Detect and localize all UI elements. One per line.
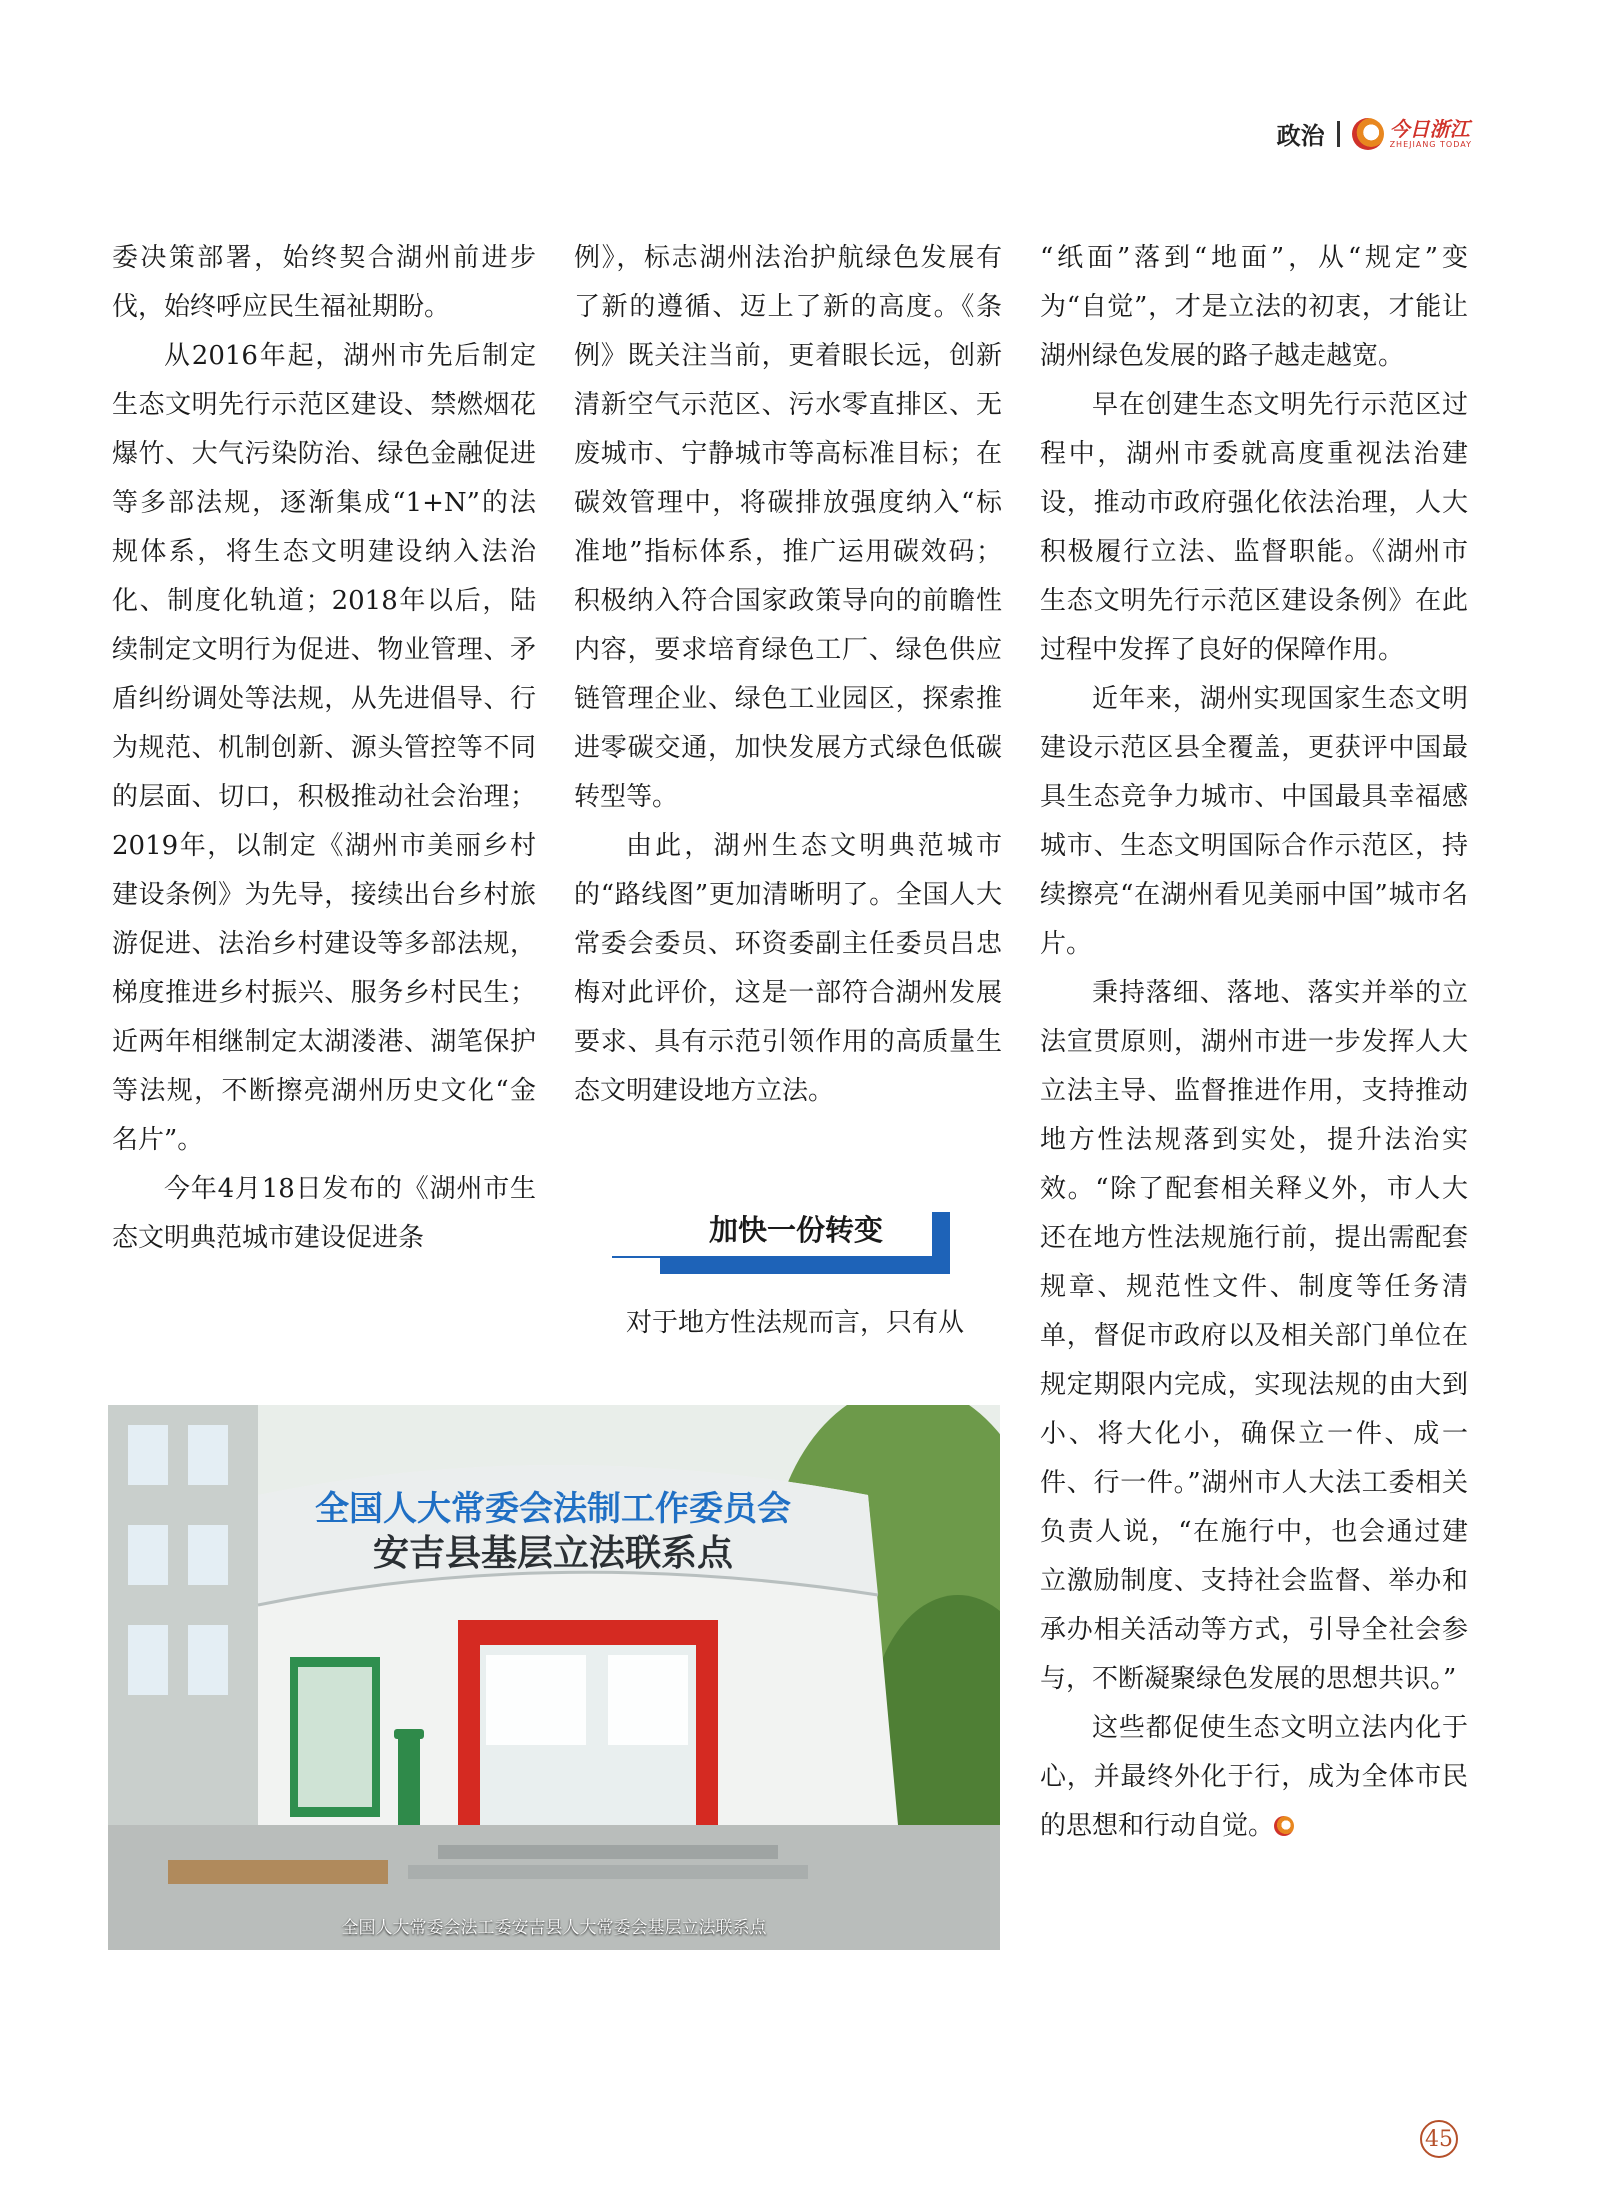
paragraph: “纸面”落到“地面”，从“规定”变为“自觉”，才是立法的初衷，才能让湖州绿色发展的路子越走越宽。 [1040,243,1468,371]
paragraph: 对于地方性法规而言，只有从 [626,1308,965,1338]
section-subheading [612,1200,950,1274]
paragraph: 例》，标志湖州法治护航绿色发展有了新的遵循、迈上了新的高度。《条例》既关注当前，更着眼长远，创新清新空气示范区、污水零直排区、无废城市、宁静城市等高标准目标；在碳效管理中，将碳排放强度纳入“标准地”指标体系，推广运用碳效码；积极纳入符合国家政策导向的前瞻性内容，要求培育绿色工厂、绿色供应链管理企业、绿色工业园区，探索推进零碳交通，加快发展方式绿色低碳转型等。 [574,243,1002,812]
subheading-rule [612,1256,662,1258]
paragraph: 近年来，湖州实现国家生态文明建设示范区县全覆盖，更获评中国最具生态竞争力城市、中国最具幸福感城市、生态文明国际合作示范区，持续擦亮“在湖州看见美丽中国”城市名片。 [1040,684,1468,959]
photo-caption: 全国人大常委会法工委安吉县人大常委会基层立法联系点 [341,1918,767,1938]
section-label: 政治 [1276,122,1325,150]
subheading-bar [660,1256,950,1274]
article-photo [108,1405,1000,1950]
text-column-2-continued [574,1299,1002,1348]
paragraph: 秉持落细、落地、落实并举的立法宣贯原则，湖州市进一步发挥人大立法主导、监督推进作用，支持推动地方性法规落到实处，提升法治实效。“除了配套相关释义外，市人大还在地方性法规施行前，提出需配套规章、规范性文件、制度等任务清单，督促市政府以及相关部门单位在规定期限内完成，实现法规的由大到小、将大化小，确保立一件、成一件、行一件。”湖州市人大法工委相关负责人说，“在施行中，也会通过建立激励制度、支持社会监督、举办和承办相关活动等方式，引导全社会参与，不断凝聚绿色发展的思想共识。” [1040,978,1468,1694]
logo-title: 今日浙江 [1389,116,1470,141]
text-column-3 [1040,234,1468,1851]
text-column-2 [574,234,1002,1116]
text-column-1 [112,234,536,1263]
paragraph: 由此，湖州生态文明典范城市的“路线图”更加清晰明了。全国人大常委会委员、环资委副主任委员吕忠梅对此评价，这是一部符合湖州发展要求、具有示范引领作用的高质量生态文明建设地方立法。 [574,831,1002,1106]
building-sign-line-2: 安吉县基层立法联系点 [372,1532,734,1574]
paragraph: 早在创建生态文明先行示范区过程中，湖州市委就高度重视法治建设，推动市政府强化依法治理，人大积极履行立法、监督职能。《湖州市生态文明先行示范区建设条例》在此过程中发挥了良好的保障作用。 [1040,390,1468,665]
subheading-bar-side [930,1212,950,1274]
page-number: 45 [1420,2120,1458,2158]
header-divider [1337,121,1340,147]
paragraph: 委决策部署，始终契合湖州前进步伐，始终呼应民生福祉期盼。 [112,243,536,322]
paragraph: 从2016年起，湖州市先后制定生态文明先行示范区建设、禁燃烟花爆竹、大气污染防治、绿色金融促进等多部法规，逐渐集成“1+N”的法规体系，将生态文明建设纳入法治化、制度化轨道；2018年以后，陆续制定文明行为促进、物业管理、矛盾纠纷调处等法规，从先进倡导、行为规范、机制创新、源头管控等不同的层面、切口，积极推动社会治理；2019年，以制定《湖州市美丽乡村建设条例》为先导，接续出台乡村旅游促进、法治乡村建设等多部法规，梯度推进乡村振兴、服务乡村民生；近两年相继制定太湖溇港、湖笔保护等法规，不断擦亮湖州历史文化“金名片”。 [112,341,536,1155]
subheading-text: 加快一份转变 [660,1200,932,1256]
closing-text: 这些都促使生态文明立法内化于心，并最终外化于行，成为全体市民的思想和行动自觉。 [1040,1713,1468,1841]
building-illustration [108,1405,1000,1950]
building-sign-line-1: 全国人大常委会法制工作委员会 [315,1489,791,1529]
logo-subtitle: ZHEJIANG TODAY [1389,139,1472,149]
magazine-logo [1352,118,1472,150]
paragraph [1040,1704,1468,1851]
page-header [1277,116,1472,151]
paragraph: 今年4月18日发布的《湖州市生态文明典范城市建设促进条 [112,1174,536,1253]
logo-icon [1352,118,1384,150]
end-mark-icon [1274,1816,1294,1836]
